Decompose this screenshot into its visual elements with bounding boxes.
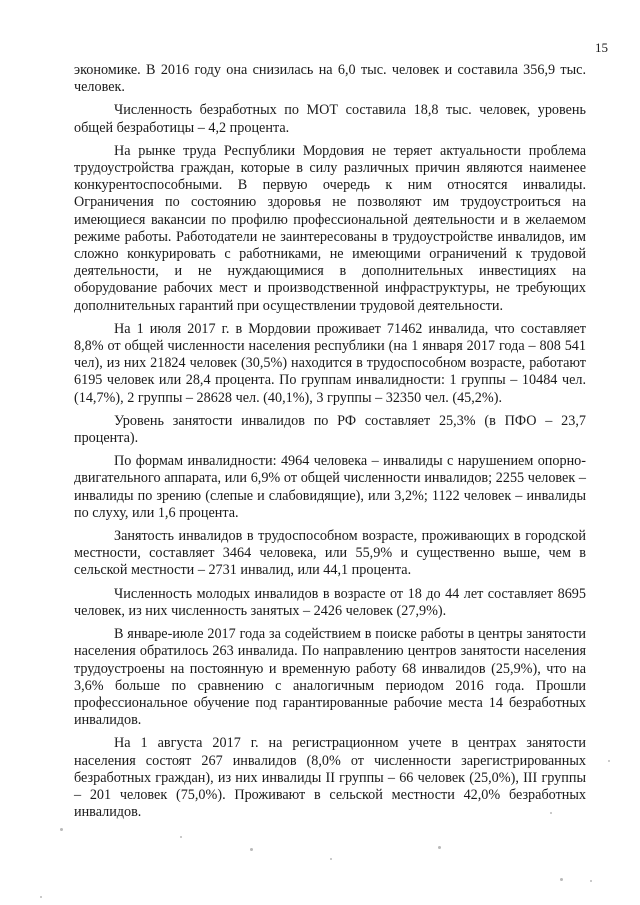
paragraph-registered-unemployed: На 1 августа 2017 г. на регистрационном учете в центрах занятости населения состоят 267 инвалидов (8,0% от численности зарегистрированных безработных граждан), из них инвалиды II группы – 66 человек (25,0%), III группы – 201 человек (75,0%). Проживают в сельской местности 42,0% безработных инвалидов.: [74, 735, 586, 821]
scan-speck: [330, 858, 332, 860]
scan-speck: [438, 846, 441, 849]
scan-speck: [608, 760, 610, 762]
paragraph-young-disabled: Численность молодых инвалидов в возрасте от 18 до 44 лет составляет 8695 человек, из них численность занятых – 2426 человек (27,9%).: [74, 585, 586, 619]
paragraph-disabled-population: На 1 июля 2017 г. в Мордовии проживает 71462 инвалида, что составляет 8,8% от общей численности населения республики (на 1 января 2017 года – 808 541 чел), из них 21824 человек (30,5%) находится в трудоспособном возрасте, работают 6195 человек или 28,4 процента. По группам инвалидности: 1 группы – 10484 чел. (14,7%), 2 группы – 28628 чел. (40,1%), 3 группы – 32350 чел. (45,2%).: [74, 320, 586, 406]
paragraph-employment-level: Уровень занятости инвалидов по РФ составляет 25,3% (в ПФО – 23,7 процента).: [74, 412, 586, 447]
scan-speck: [60, 828, 63, 831]
scan-speck: [180, 836, 182, 838]
paragraph-employment-centers: В январе-июле 2017 года за содействием в поиске работы в центры занятости населения обратилось 263 инвалида. По направлению центров занятости населения трудоустроены на постоянную и временную работу 68 инвалидов (25,9%), что на 3,6% больше по сравнению с аналогичным периодом 2016 года. Прошли профессиональное обучение под гарантированные рабочие места 14 безработных инвалидов.: [74, 626, 586, 729]
scan-speck: [560, 878, 563, 881]
page-number: 15: [595, 40, 608, 55]
body-text: [74, 62, 586, 827]
scan-speck: [40, 896, 42, 898]
paragraph-disability-forms: По формам инвалидности: 4964 человека – инвалиды с нарушением опорно-двигательного аппарата, или 6,9% от общей численности инвалидов; 2255 человек – инвалиды по зрению (слепые и слабовидящие), или 3,2%; 1122 человек – инвалиды по слуху, или 1,6 процента.: [74, 453, 586, 521]
scan-speck: [550, 812, 552, 814]
paragraph-continuation: экономике. В 2016 году она снизилась на 6,0 тыс. человек и составила 356,9 тыс. человек.: [74, 62, 586, 96]
scan-speck: [590, 880, 592, 882]
paragraph-labor-market: На рынке труда Республики Мордовия не теряет актуальности проблема трудоустройства граждан, которые в силу различных причин являются наименее конкурентоспособными. В первую очередь к ним относятся инвалиды. Ограничения по состоянию здоровья не позволяют им трудоустроиться на имеющиеся вакансии по профилю профессиональной деятельности и в желаемом режиме работы. Работодатели не заинтересованы в трудоустройстве инвалидов, им сложно конкурировать с работниками, не имеющими ограничений к трудовой деятельности, и не нуждающимися в дополнительных инвестициях на оборудование рабочих мест и производственной инфраструктуры, не требующих дополнительных гарантий при осуществлении трудовой деятельности.: [74, 142, 586, 314]
scan-speck: [250, 848, 253, 851]
paragraph-unemployment: Численность безработных по МОТ составила 18,8 тыс. человек, уровень общей безработицы – 4,2 процента.: [74, 102, 586, 136]
paragraph-urban-rural: Занятость инвалидов в трудоспособном возрасте, проживающих в городской местности, составляет 3464 человека, или 55,9% и существенно выше, чем в сельской местности – 2731 инвалид, или 44,1 процента.: [74, 528, 586, 579]
